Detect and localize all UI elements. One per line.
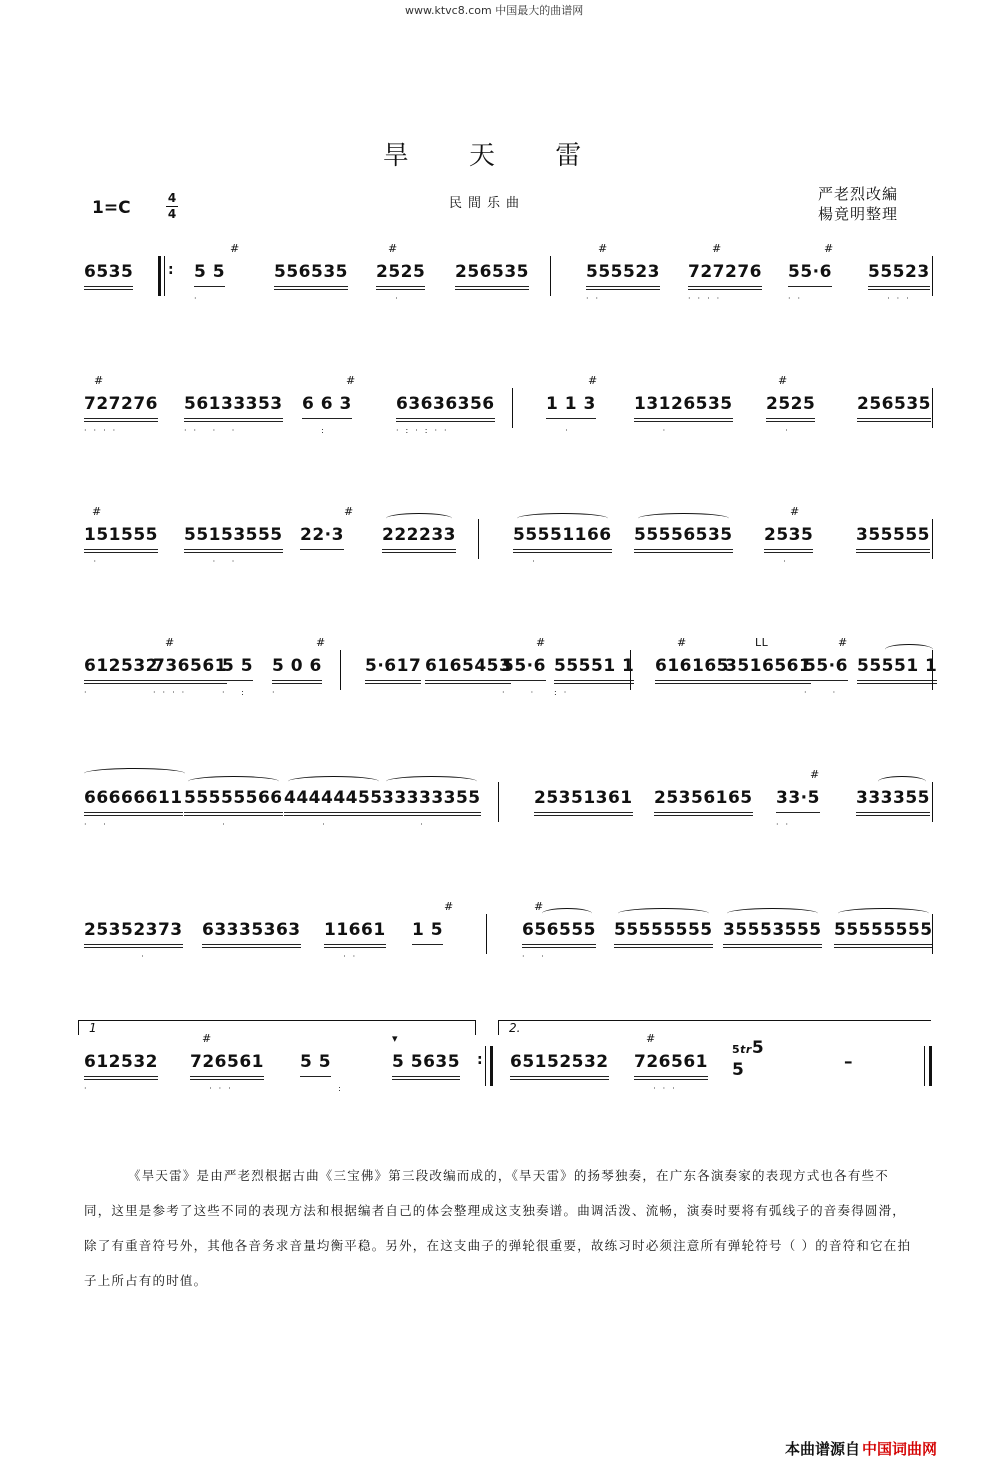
repeat-start-barline bbox=[158, 256, 161, 296]
barline bbox=[932, 782, 933, 822]
barline bbox=[550, 256, 551, 296]
note-group: # 5 5 · bbox=[194, 242, 240, 303]
note-group: 56133353 ·· · · bbox=[184, 394, 283, 435]
arranger: 严老烈改編 bbox=[818, 185, 899, 203]
ornament-sign: tr bbox=[740, 1043, 752, 1056]
header-url: www.ktvc8.com 中国最大的曲谱网 bbox=[405, 4, 584, 17]
note-group: # 736561 ···· bbox=[153, 636, 227, 697]
barline bbox=[485, 1046, 486, 1086]
note-group: # 727276 ···· bbox=[688, 242, 762, 303]
note-group: # 22·3 bbox=[300, 525, 344, 545]
note-group: 25351361 bbox=[534, 788, 633, 808]
barline bbox=[164, 256, 165, 296]
credits bbox=[818, 184, 898, 224]
note-group: 63335363 bbox=[202, 920, 301, 940]
barline bbox=[340, 650, 341, 690]
note-group: # 726561 ··· bbox=[190, 1032, 264, 1093]
key-signature: 1=C bbox=[92, 198, 131, 218]
score-line-6 bbox=[0, 900, 990, 980]
note-group: 55523 ··· bbox=[868, 262, 930, 303]
barline bbox=[932, 519, 933, 559]
note-group: 25356165 bbox=[654, 788, 753, 808]
note-group: 256535 bbox=[857, 394, 931, 414]
score-line-5 bbox=[0, 768, 990, 848]
note-group: # 2535 · bbox=[764, 505, 814, 566]
note-group: 5 5 · : bbox=[222, 656, 254, 697]
note-group: 25352373 · bbox=[84, 920, 183, 961]
volta-2: 2. bbox=[498, 1020, 931, 1035]
repeat-dots: : bbox=[477, 1052, 483, 1068]
performance-notes: 《旱天雷》是由严老烈根据古曲《三宝佛》第三段改编而成的，《旱天雷》的扬琴独奏，在广东各演奏家的表现方式也各有些不同，这里是参考了这些不同的表现方法和根据编者自己的体会整理成这支独奏谱。曲调活泼、流畅，演奏时要将有弧线子的音奏得圆滑，除了有重音符号外，其他各音务求音量均衡平稳。另外，在这支曲子的弹轮很重要，故练习时必须注意所有弹轮符号（ ）的音符和它在拍子上所占有的时值。 bbox=[84, 1168, 912, 1288]
ornament-grace: 5 bbox=[732, 1043, 741, 1056]
score-line-4 bbox=[0, 636, 990, 716]
note-group: # 55·6 ·· bbox=[788, 242, 834, 303]
volta-1: 1 bbox=[78, 1020, 476, 1035]
note-group: 5·617 bbox=[365, 656, 421, 676]
score-line-2 bbox=[0, 374, 990, 454]
note-group: 612532 · bbox=[84, 1052, 158, 1093]
note-group: # 55·6 · · bbox=[502, 636, 546, 697]
time-sig-top: 4 bbox=[167, 191, 177, 205]
note-group: 35553555 bbox=[723, 920, 822, 940]
score-line-1 bbox=[0, 242, 990, 322]
footer-source-label: 本曲谱源自 bbox=[785, 1440, 861, 1458]
barline bbox=[512, 388, 513, 428]
note-group: # 726561 ··· bbox=[634, 1032, 708, 1093]
note-group: # 1 1 3 · bbox=[546, 374, 598, 435]
final-barline bbox=[929, 1046, 932, 1086]
barline bbox=[630, 650, 631, 690]
note-group: 612532 · bbox=[84, 656, 158, 697]
barline bbox=[932, 256, 933, 296]
barline bbox=[486, 914, 487, 954]
note-group: 65152532 bbox=[510, 1052, 609, 1072]
score-line-7 bbox=[0, 1021, 990, 1112]
note-group: # 2525 · bbox=[766, 374, 816, 435]
barline bbox=[498, 782, 499, 822]
note-group: 55555566 · bbox=[184, 788, 283, 808]
note-group: 11661 ·· bbox=[324, 920, 386, 961]
note-group: 13126535 · bbox=[634, 394, 733, 435]
note-group: 63636356 ·:·:·· bbox=[396, 394, 495, 435]
note-group: 556535 bbox=[274, 262, 348, 282]
note-group: LL 3516561 bbox=[725, 656, 811, 676]
note-group: 44444455 · bbox=[284, 788, 383, 808]
footer-site-name[interactable]: 中国词曲网 bbox=[862, 1440, 938, 1458]
note-group: 222233 bbox=[382, 525, 456, 545]
score-line-3 bbox=[0, 505, 990, 585]
note-group: 5 5 : bbox=[300, 1052, 348, 1093]
note-group: # 55·6 · · bbox=[804, 636, 848, 697]
barline bbox=[932, 388, 933, 428]
note-group: 55556535 bbox=[634, 525, 733, 545]
note-group: 55551 1 :· bbox=[554, 656, 635, 697]
barline bbox=[478, 519, 479, 559]
note-group: # 656555 · · bbox=[522, 900, 596, 961]
note-group: 33333355 · bbox=[382, 788, 481, 808]
barline bbox=[932, 650, 933, 690]
note-group: # 151555 · bbox=[84, 505, 158, 566]
editor: 楊竟明整理 bbox=[818, 205, 899, 223]
page-title: 旱 天 雷 bbox=[382, 141, 608, 171]
note-group: 6535 bbox=[84, 262, 133, 282]
note-group: # 616165 bbox=[655, 656, 729, 676]
genre-label: 民間乐曲 bbox=[449, 196, 526, 211]
note-group: # 2525 · bbox=[376, 242, 426, 303]
note-group: ▾ 5 5635 bbox=[392, 1052, 460, 1072]
note-group: # 727276 ···· bbox=[84, 374, 158, 435]
time-signature bbox=[166, 192, 178, 221]
note-group: # 1 5 bbox=[412, 920, 443, 940]
note-group: 55551166 · bbox=[513, 525, 612, 545]
ornamented-note: 5tr5 5 bbox=[732, 1038, 765, 1080]
barline bbox=[932, 914, 933, 954]
time-sig-bottom: 4 bbox=[167, 207, 177, 221]
note-group: 333355 bbox=[856, 788, 930, 808]
note-group: # 6 6 3 : bbox=[302, 374, 356, 435]
note-group: 66666611 · · bbox=[84, 788, 183, 808]
note-group: # 555523 ·· bbox=[586, 242, 660, 303]
repeat-end-barline bbox=[490, 1046, 493, 1086]
note-group: # 5 0 6 · bbox=[272, 636, 326, 697]
repeat-dots: : bbox=[168, 262, 174, 278]
note-group: 256535 bbox=[455, 262, 529, 282]
note-group: 6165453 bbox=[425, 656, 511, 676]
note-group: 55551 1 bbox=[857, 656, 937, 676]
barline bbox=[924, 1046, 925, 1086]
note-group: – bbox=[844, 1052, 853, 1072]
note-group: 55153555 · · bbox=[184, 525, 283, 566]
note-group: 55555555 bbox=[834, 920, 933, 940]
note-group: # 33·5 ·· bbox=[776, 768, 820, 829]
note-group: 355555 bbox=[856, 525, 930, 545]
note-group: 55555555 bbox=[614, 920, 713, 940]
